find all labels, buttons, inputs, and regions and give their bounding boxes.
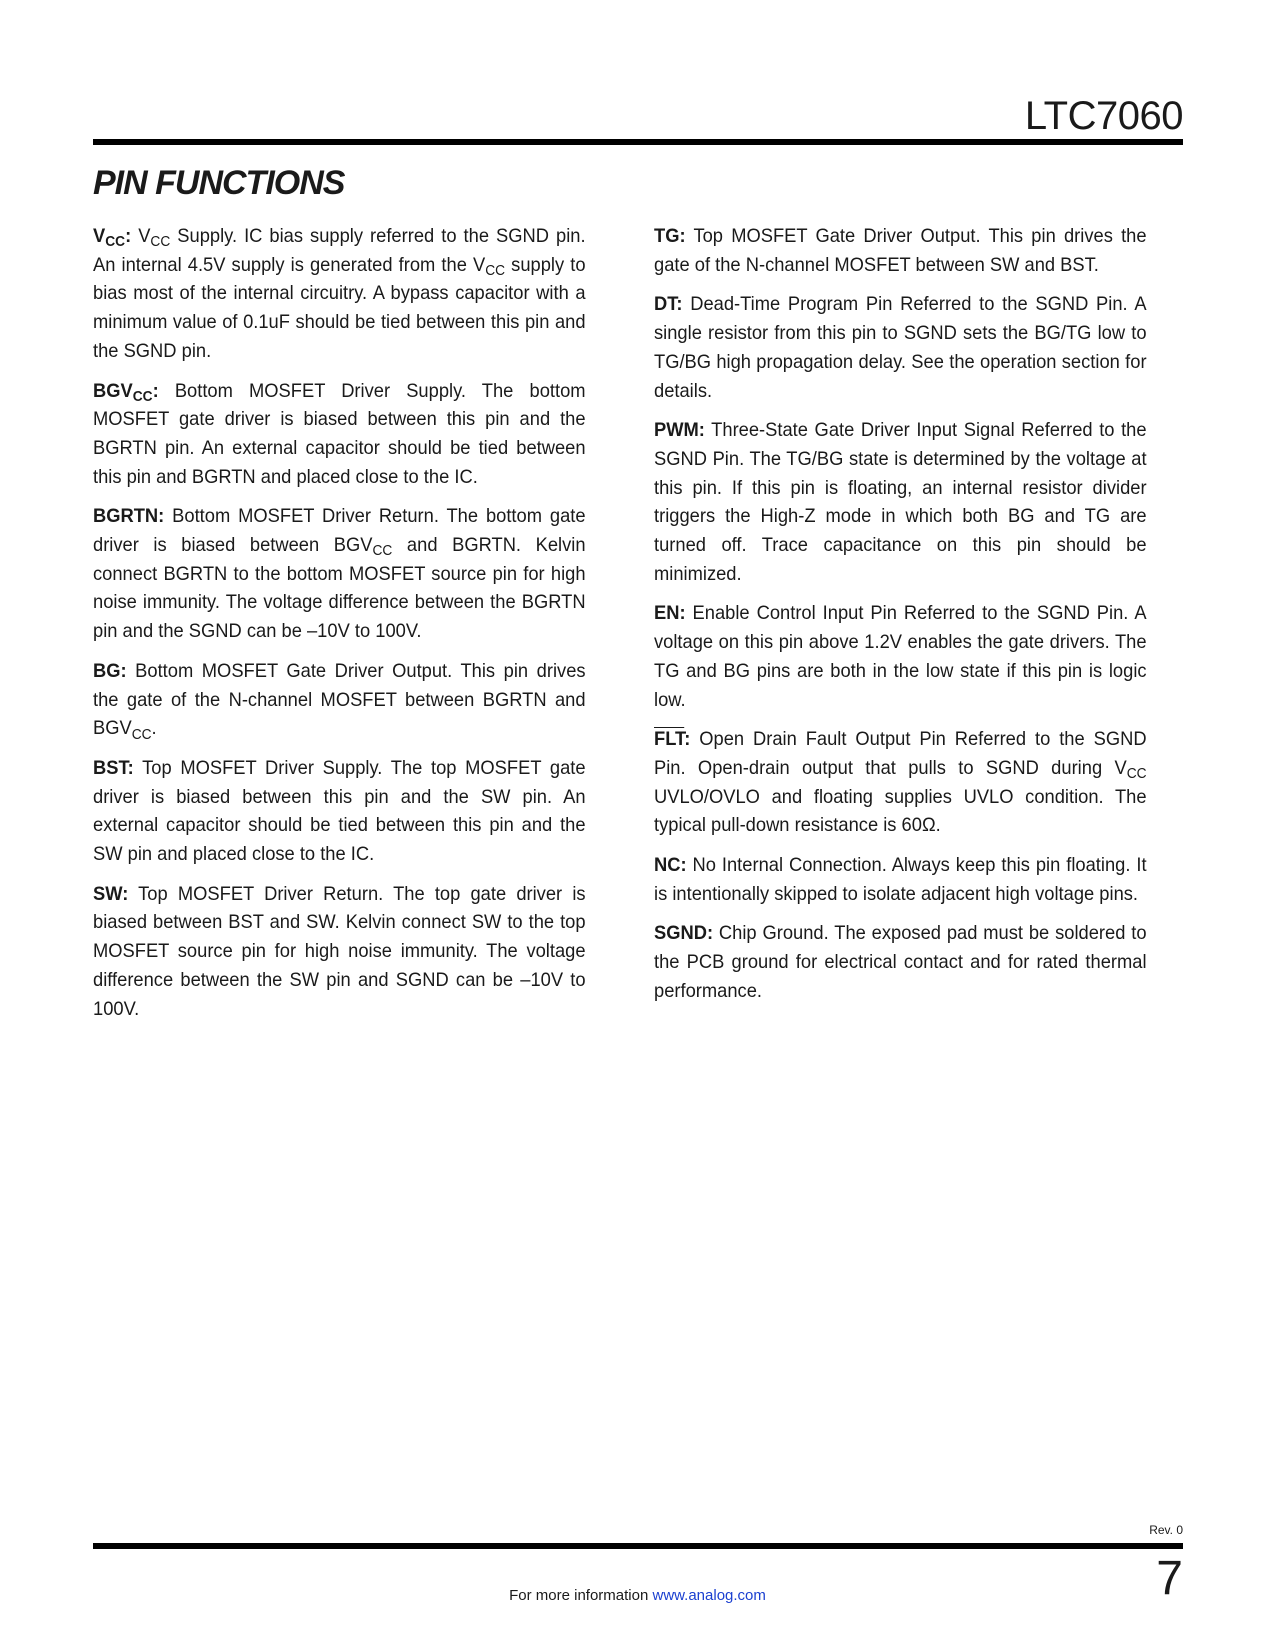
pin-en: EN: Enable Control Input Pin Referred to the SGND Pin. A voltage on this pin above 1.2V enables the gate drivers. The TG and BG pins are both in the low state if this pin is logic low.: [654, 602, 1147, 711]
pin-bgvcc: $BGV_{CC}$: Bottom MOSFET Driver Supply. The bottom MOSFET gate driver is biased between this pin and the BGRTN pin. An external capacitor should be tied between this pin and BGRTN and placed close to the IC.: [93, 379, 586, 488]
pin-name: NC:: [654, 854, 687, 877]
pin-name: TG:: [654, 225, 686, 247]
pin-tg: TG: Top MOSFET Gate Driver Output. This pin drives the gate of the N-channel MOSFET between SW and BST.: [654, 225, 1147, 276]
page-number: 7: [1156, 1552, 1183, 1605]
top-rule: [93, 139, 1183, 145]
pin-name: $V_{CC}$:: [93, 225, 132, 251]
pin-sw: SW: Top MOSFET Driver Return. The top gate driver is biased between BST and SW. Kelvin connect SW to the top MOSFET source pin for high noise immunity. The voltage difference between the SW pin and SGND can be –10V to 100V.: [93, 882, 586, 1020]
pin-name: DT:: [654, 293, 683, 316]
footer-info: [0, 1588, 1275, 1603]
pin-nc: NC: No Internal Connection. Always keep this pin floating. It is intentionally skipped to isolate adjacent high voltage pins.: [654, 854, 1147, 905]
pin-bg: BG: Bottom MOSFET Gate Driver Output. This pin drives the gate of the N-channel MOSFET between BGRTN and $BGV_{CC}$.: [93, 659, 586, 743]
pin-name: EN:: [654, 602, 686, 625]
pin-pwm: PWM: Three-State Gate Driver Input Signal Referred to the SGND Pin. The TG/BG state is determined by the voltage at this pin. If this pin is floating, an internal resistor divider triggers the High-Z mode in which both BG and TG are turned off. Trace capacitance on this pin should be minimized.: [654, 419, 1147, 585]
pin-bgrtn: BGRTN: Bottom MOSFET Driver Return. The bottom gate driver is biased between $BGV_{CC}$ and BGRTN. Kelvin connect BGRTN to the bottom MOSFET source pin for high noise immunity. The voltage difference between the BGRTN pin and the SGND can be –10V to 100V.: [93, 505, 586, 643]
pin-name: SGND:: [654, 922, 714, 945]
pin-name: PWM:: [654, 419, 705, 442]
pin-flt: $\overline{FLT}$: Open Drain Fault Output Pin Referred to the SGND Pin. Open-drain output that pulls to SGND during $V_{CC}$ UVLO/OVLO and floating supplies UVLO condition. The typical pull-down resistance is 60Ω.: [654, 728, 1147, 837]
left-column: [93, 222, 586, 1034]
pin-vcc: $V_{CC}$: $V_{CC}$ Supply. IC bias supply referred to the SGND pin. An internal 4.5V supply is generated from the $V_{CC}$ supply to bias most of the internal circuitry. A bypass capacitor with a minimum value of 0.1uF should be tied between this pin and the SGND pin.: [93, 225, 586, 362]
pin-sgnd: SGND: Chip Ground. The exposed pad must be soldered to the PCB ground for electrical contact and for rated thermal performance.: [654, 922, 1147, 1002]
pin-name: BG:: [93, 659, 127, 682]
analog-website-link[interactable]: www.analog.com: [652, 1587, 766, 1604]
pin-name: BST:: [93, 756, 134, 779]
right-column: [654, 222, 1147, 1017]
pin-name: $BGV_{CC}$:: [93, 379, 159, 405]
footer-info-text: For more information: [509, 1587, 653, 1604]
pin-name: $\overline{FLT}$:: [654, 728, 691, 751]
pin-name: SW:: [93, 882, 129, 905]
pin-name: BGRTN:: [93, 505, 165, 528]
part-number: LTC7060: [1024, 94, 1183, 138]
revision-label: Rev. 0: [1149, 1523, 1183, 1537]
section-title: PIN FUNCTIONS: [93, 164, 345, 202]
bottom-rule: [93, 1543, 1183, 1549]
pin-bst: BST: Top MOSFET Driver Supply. The top MOSFET gate driver is biased between this pin and the SW pin. An external capacitor should be tied between this pin and the SW pin and placed close to the IC.: [93, 756, 586, 866]
pin-dt: DT: Dead-Time Program Pin Referred to the SGND Pin. A single resistor from this pin to SGND sets the BG/TG low to TG/BG high propagation delay. See the operation section for details.: [654, 293, 1147, 402]
